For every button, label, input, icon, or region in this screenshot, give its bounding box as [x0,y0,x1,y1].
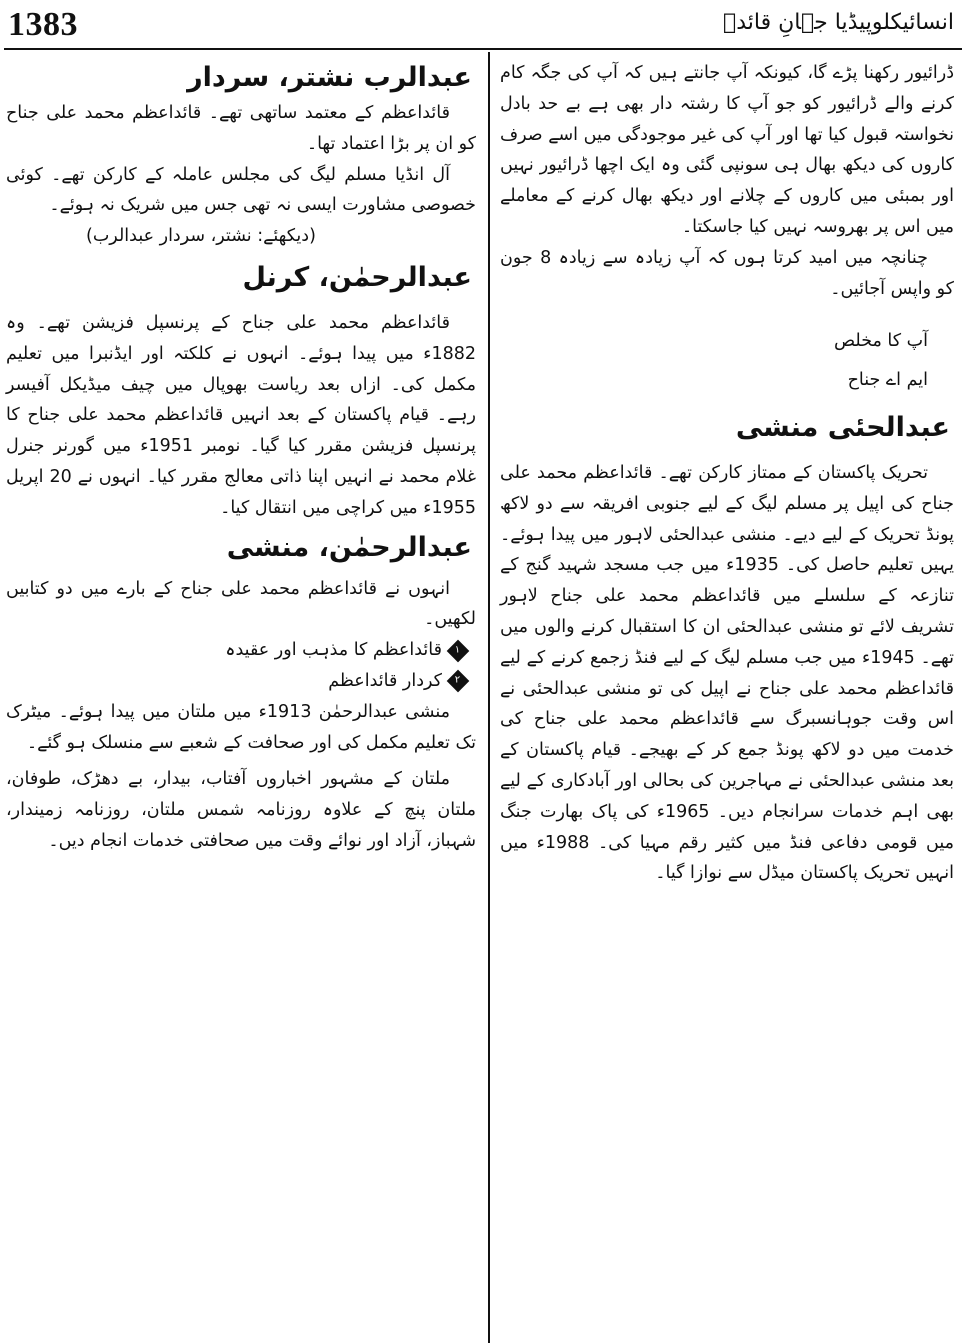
list-item [6,635,476,666]
section-heading-colonel: عبدالرحمٰن، کرنل [242,261,472,293]
signature-name: ایم اے جناح [847,370,928,391]
section-heading-munshi: عبدالرحمٰن، منشی [226,531,472,563]
paragraph-nishtar-1: قائداعظم کے معتمد ساتھی تھے۔ قائداعظم محمد علی جناح کو ان پر بڑا اعتماد تھا۔ [6,103,476,154]
letter-paragraph-1: ڈرائیور رکھنا پڑے گا، کیونکہ آپ جانتے ہیں کہ آپ کی جگہ کام کرنے والے ڈرائیور کو جو آپ کا رشتہ دار بھی ہے بے حد بادل نخواستہ قبول کیا تھا اور آپ کی غیر موجودگی میں اسے صرف کاروں کی دیکھ بھال ہی سونپی گئی وہ ایک اچھا ڈرائیور نہیں اور بمبئی میں کاروں کے چلانے اور دیکھ بھال کرنے کے معاملے میں اس پر بھروسہ نہیں کیا جاسکتا۔ [500,63,954,237]
paragraph-munshi-books: انہوں نے قائداعظم محمد علی جناح کے بارے میں دو کتابیں لکھیں۔ [6,578,476,630]
cross-reference-note: (دیکھئے: نشتر، سردار عبدالرب) [86,226,316,247]
list-item [6,666,476,697]
diamond-bullet-icon: ۱ [447,639,470,662]
signature-closing: آپ کا مخلص [833,331,928,352]
left-column [6,58,476,857]
paragraph-munshi-bio: منشی عبدالرحمٰن 1913ء میں ملتان میں پیدا ہوئے۔ میٹرک تک تعلیم مکمل کی اور صحافت کے شعبے سے منسلک ہو گئے۔ [6,701,476,753]
paragraph-nishtar-2: آل انڈیا مسلم لیگ کی مجلس عاملہ کے کارکن تھے۔ کوئی خصوصی مشاورت ایسی نہ تھی جس میں شریک نہ ہوئے۔ [6,164,476,216]
section-paragraph-abdul-hai: تحریک پاکستان کے ممتاز کارکن تھے۔ قائداعظم محمد علی جناح کی اپیل پر مسلم لیگ کے لیے جنوبی افریقہ سے دو لاکھ پونڈ تحریک کے لیے دیے۔ منشی عبدالحئی لاہور میں پیدا ہوئے۔ یہیں تعلیم حاصل کی۔ 1935ء میں جب مسجد شہید گنج کے تنازعہ کے سلسلے میں قائداعظم محمد علی جناح لاہور تشریف لائے تو منشی عبدالحئی ان کا استقبال کرنے والوں میں تھے۔ 1945ء میں جب مسلم لیگ کے لیے فنڈ زجمع کرنے کے لیے قائداعظم محمد علی جناح نے اپیل کی تو منشی عبدالحئی نے اس وقت جوہانسبرگ سے قائداعظم محمد علی جناح کی خدمت میں دو لاکھ پونڈ جمع کر کے بھیجے۔ قیام پاکستان کے بعد منشی عبدالحئی نے مہاجرین کی بحالی اور آبادکاری کے لیے بھی اہم خدمات سرانجام دیں۔ 1965ء کی پاک بھارت جنگ میں قومی دفاعی فنڈ میں کثیر رقم مہیا کی۔ 1988ء میں انہیں تحریک پاکستان میڈل سے نوازا گیا۔ [500,462,954,884]
list-item-text: قائداعظم کا مذہب اور عقیدہ [225,640,442,661]
column-divider [488,52,490,1343]
diamond-bullet-icon: ۲ [447,670,470,693]
running-title: انسائیکلوپیڈیا جہانِ قائدؒ [723,10,954,35]
right-column [500,58,954,889]
section-heading-nishtar: عبدالرب نشتر، سردار [187,62,472,93]
section-heading-abdul-hai: عبدالحئی منشی [735,411,950,443]
header-rule [4,48,962,50]
page-header [0,0,968,60]
list-item-text: کردار قائداعظم [328,670,442,691]
page-number: 1383 [8,6,78,43]
paragraph-munshi-journalism: ملتان کے مشہور اخباروں آفتاب، بیدار، بے دھڑک، طوفان، ملتان پنچ کے علاوہ روزنامہ شمس ملتان، روزنامہ زمیندار، شہباز، آزاد اور نوائے وقت میں صحافتی خدمات انجام دیں۔ [6,769,476,851]
paragraph-colonel: قائداعظم محمد علی جناح کے پرنسپل فزیشن تھے۔ وہ 1882ء میں پیدا ہوئے۔ انہوں نے کلکتہ اور ایڈنبرا میں تعلیم مکمل کی۔ ازاں بعد ریاست بھوپال میں چیف میڈیکل آفیسر رہے۔ قیام پاکستان کے بعد انہیں قائداعظم محمد علی جناح کا پرنسپل فزیشن مقرر کیا گیا۔ نومبر 1951ء میں گورنر جنرل غلام محمد نے انہیں اپنا ذاتی معالج مقرر کیا۔ انہوں نے 20 اپریل 1955ء میں کراچی میں انتقال کیا۔ [6,312,477,518]
letter-paragraph-2: چنانچہ میں امید کرتا ہوں کہ آپ زیادہ سے زیادہ 8 جون کو واپس آجائیں۔ [500,247,954,299]
